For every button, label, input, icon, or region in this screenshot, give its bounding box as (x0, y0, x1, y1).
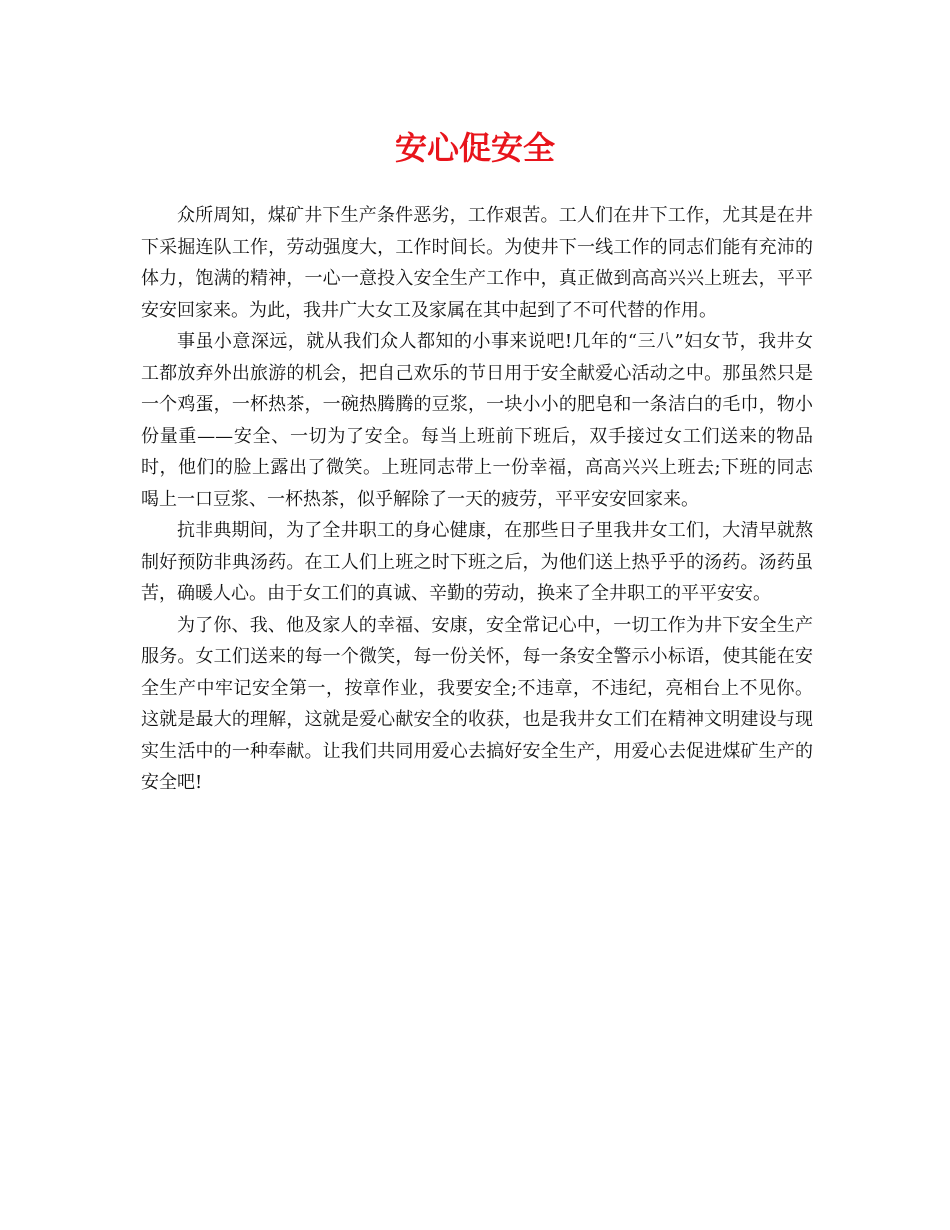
document-body (141, 200, 813, 799)
paragraph-4: 为了你、我、他及家人的幸福、安康，安全常记心中，一切工作为井下安全生产服务。女工们送来的每一个微笑，每一份关怀，每一条安全警示小标语，使其能在安全生产中牢记安全第一，按章作业，我要安全;不违章，不违纪，亮相台上不见你。这就是最大的理解，这就是爱心献安全的收获，也是我井女工们在精神文明建设与现实生活中的一种奉献。让我们共同用爱心去搞好安全生产，用爱心去促进煤矿生产的安全吧! (141, 614, 813, 793)
paragraph-1: 众所周知，煤矿井下生产条件恶劣，工作艰苦。工人们在井下工作，尤其是在井下采掘连队工作，劳动强度大，工作时间长。为使井下一线工作的同志们能有充沛的体力，饱满的精神，一心一意投入安全生产工作中，真正做到高高兴兴上班去，平平安安回家来。为此，我井广大女工及家属在其中起到了不可代替的作用。 (141, 205, 813, 321)
document-title: 安心促安全 (394, 129, 555, 167)
paragraph-2: 事虽小意深远，就从我们众人都知的小事来说吧!几年的“三八”妇女节，我井女工都放弃外出旅游的机会，把自己欢乐的节日用于安全献爱心活动之中。那虽然只是一个鸡蛋，一杯热茶，一碗热腾腾的豆浆，一块小小的肥皂和一条洁白的毛巾，物小份量重——安全、一切为了安全。每当上班前下班后，双手接过女工们送来的物品时，他们的脸上露出了微笑。上班同志带上一份幸福，高高兴兴上班去;下班的同志喝上一口豆浆、一杯热茶，似乎解除了一天的疲劳，平平安安回家来。 (141, 331, 813, 510)
paragraph-3: 抗非典期间，为了全井职工的身心健康，在那些日子里我井女工们，大清早就熬制好预防非典汤药。在工人们上班之时下班之后，为他们送上热乎乎的汤药。汤药虽苦，确暖人心。由于女工们的真诚、辛勤的劳动，换来了全井职工的平平安安。 (141, 520, 813, 604)
